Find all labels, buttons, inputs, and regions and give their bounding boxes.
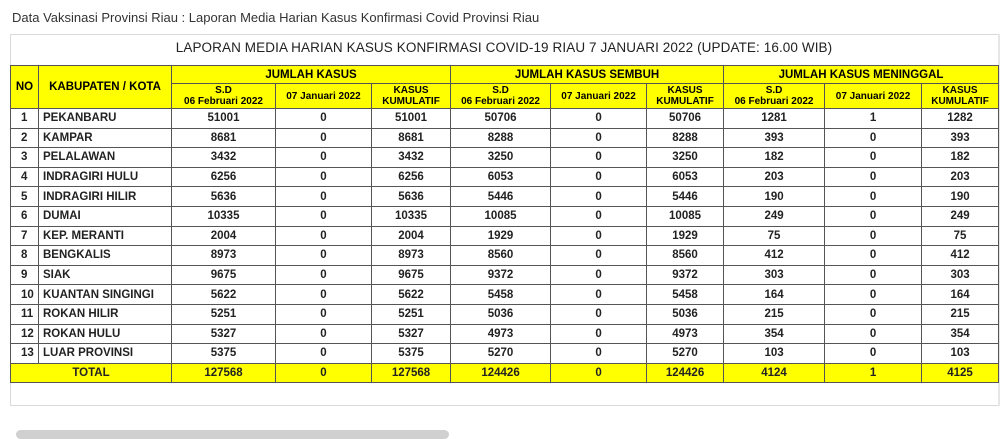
cell-cases-today: 0 xyxy=(276,344,372,364)
cell-deaths-sd: 203 xyxy=(724,167,825,187)
cell-recovered-sd: 5270 xyxy=(451,344,551,364)
cell-deaths-cumulative: 164 xyxy=(922,285,999,305)
total-cases-sd: 127568 xyxy=(172,363,276,382)
cell-region: PELALAWAN xyxy=(39,148,172,168)
cell-deaths-cumulative: 190 xyxy=(922,187,999,207)
cell-deaths-sd: 164 xyxy=(724,285,825,305)
cell-deaths-sd: 249 xyxy=(724,206,825,226)
cell-deaths-cumulative: 1282 xyxy=(922,109,999,129)
header-recovered-sd: S.D 06 Februari 2022 xyxy=(451,84,551,109)
cell-region: KEP. MERANTI xyxy=(39,226,172,246)
cell-region: ROKAN HILIR xyxy=(39,304,172,324)
total-deaths-sd: 4124 xyxy=(724,363,825,382)
header-cases-today: 07 Januari 2022 xyxy=(276,84,372,109)
header-cases-cumulative: KASUS KUMULATIF xyxy=(372,84,451,109)
cell-cases-sd: 5636 xyxy=(172,187,276,207)
cell-cases-today: 0 xyxy=(276,265,372,285)
cell-deaths-cumulative: 249 xyxy=(922,206,999,226)
table-row xyxy=(11,148,999,168)
cell-region: PEKANBARU xyxy=(39,109,172,129)
cell-deaths-today: 0 xyxy=(825,187,922,207)
cell-region: KUANTAN SINGINGI xyxy=(39,285,172,305)
cell-deaths-today: 0 xyxy=(825,304,922,324)
cell-recovered-today: 0 xyxy=(551,187,647,207)
cell-cases-cumulative: 9675 xyxy=(372,265,451,285)
table-body xyxy=(11,109,999,364)
cell-deaths-today: 0 xyxy=(825,128,922,148)
cell-no: 11 xyxy=(11,304,39,324)
cell-deaths-sd: 354 xyxy=(724,324,825,344)
cell-no: 10 xyxy=(11,285,39,305)
cell-recovered-sd: 6053 xyxy=(451,167,551,187)
cell-recovered-cumulative: 10085 xyxy=(647,206,724,226)
table-row xyxy=(11,285,999,305)
cell-recovered-sd: 5458 xyxy=(451,285,551,305)
cell-deaths-cumulative: 103 xyxy=(922,344,999,364)
cell-recovered-today: 0 xyxy=(551,246,647,266)
cell-no: 7 xyxy=(11,226,39,246)
total-recovered-today: 0 xyxy=(551,363,647,382)
cell-recovered-cumulative: 5270 xyxy=(647,344,724,364)
cell-cases-cumulative: 5636 xyxy=(372,187,451,207)
cell-recovered-today: 0 xyxy=(551,109,647,129)
table-row xyxy=(11,344,999,364)
cell-recovered-today: 0 xyxy=(551,226,647,246)
cell-recovered-today: 0 xyxy=(551,265,647,285)
cell-cases-cumulative: 51001 xyxy=(372,109,451,129)
cell-region: BENGKALIS xyxy=(39,246,172,266)
cell-region: INDRAGIRI HULU xyxy=(39,167,172,187)
total-recovered-sd: 124426 xyxy=(451,363,551,382)
header-cases-sd: S.D 06 Februari 2022 xyxy=(172,84,276,109)
total-cases-today: 0 xyxy=(276,363,372,382)
cell-recovered-sd: 10085 xyxy=(451,206,551,226)
cell-deaths-cumulative: 75 xyxy=(922,226,999,246)
cell-recovered-today: 0 xyxy=(551,148,647,168)
table-row xyxy=(11,187,999,207)
cell-cases-today: 0 xyxy=(276,206,372,226)
cell-recovered-sd: 9372 xyxy=(451,265,551,285)
cell-region: DUMAI xyxy=(39,206,172,226)
cell-region: KAMPAR xyxy=(39,128,172,148)
table-row xyxy=(11,206,999,226)
cell-cases-today: 0 xyxy=(276,304,372,324)
table-row xyxy=(11,167,999,187)
cell-deaths-cumulative: 412 xyxy=(922,246,999,266)
header-group-deaths: JUMLAH KASUS MENINGGAL xyxy=(724,66,999,84)
cell-no: 3 xyxy=(11,148,39,168)
cell-cases-cumulative: 2004 xyxy=(372,226,451,246)
cell-recovered-sd: 50706 xyxy=(451,109,551,129)
header-deaths-today: 07 Januari 2022 xyxy=(825,84,922,109)
cell-deaths-sd: 190 xyxy=(724,187,825,207)
cell-cases-cumulative: 5622 xyxy=(372,285,451,305)
header-recovered-today: 07 Januari 2022 xyxy=(551,84,647,109)
cell-deaths-sd: 103 xyxy=(724,344,825,364)
cell-cases-today: 0 xyxy=(276,109,372,129)
cell-deaths-sd: 393 xyxy=(724,128,825,148)
cell-cases-cumulative: 5251 xyxy=(372,304,451,324)
cell-recovered-today: 0 xyxy=(551,324,647,344)
cell-recovered-sd: 1929 xyxy=(451,226,551,246)
cell-recovered-today: 0 xyxy=(551,206,647,226)
cell-recovered-cumulative: 9372 xyxy=(647,265,724,285)
cell-recovered-cumulative: 4973 xyxy=(647,324,724,344)
table-row xyxy=(11,265,999,285)
cell-recovered-cumulative: 8288 xyxy=(647,128,724,148)
header-deaths-sd: S.D 06 Februari 2022 xyxy=(724,84,825,109)
cell-deaths-sd: 182 xyxy=(724,148,825,168)
cell-cases-cumulative: 6256 xyxy=(372,167,451,187)
cell-cases-today: 0 xyxy=(276,148,372,168)
cell-recovered-sd: 5036 xyxy=(451,304,551,324)
cell-recovered-today: 0 xyxy=(551,285,647,305)
cell-cases-today: 0 xyxy=(276,324,372,344)
cell-recovered-sd: 3250 xyxy=(451,148,551,168)
cell-no: 2 xyxy=(11,128,39,148)
horizontal-scrollbar[interactable] xyxy=(16,430,449,439)
table-row xyxy=(11,128,999,148)
cell-recovered-sd: 8560 xyxy=(451,246,551,266)
cell-cases-sd: 8973 xyxy=(172,246,276,266)
cell-cases-cumulative: 10335 xyxy=(372,206,451,226)
cell-deaths-sd: 75 xyxy=(724,226,825,246)
cell-recovered-cumulative: 8560 xyxy=(647,246,724,266)
cell-deaths-sd: 215 xyxy=(724,304,825,324)
header-no: NO xyxy=(11,66,39,109)
total-label: TOTAL xyxy=(11,363,172,382)
report-title: LAPORAN MEDIA HARIAN KASUS KONFIRMASI COVID-19 RIAU 7 JANUARI 2022 (UPDATE: 16.00 WIB) xyxy=(175,40,833,55)
cell-deaths-today: 0 xyxy=(825,226,922,246)
cell-recovered-today: 0 xyxy=(551,167,647,187)
cell-recovered-today: 0 xyxy=(551,304,647,324)
table-row xyxy=(11,324,999,344)
cell-cases-today: 0 xyxy=(276,246,372,266)
cell-cases-sd: 51001 xyxy=(172,109,276,129)
cell-recovered-today: 0 xyxy=(551,344,647,364)
page-heading: Data Vaksinasi Provinsi Riau : Laporan Media Harian Kasus Konfirmasi Covid Provinsi Riau xyxy=(12,10,540,25)
cell-deaths-cumulative: 393 xyxy=(922,128,999,148)
header-deaths-cumulative: KASUS KUMULATIF xyxy=(922,84,999,109)
cell-deaths-today: 0 xyxy=(825,167,922,187)
table-row xyxy=(11,304,999,324)
total-row xyxy=(11,363,999,382)
total-cases-cumulative: 127568 xyxy=(372,363,451,382)
cell-region: INDRAGIRI HILIR xyxy=(39,187,172,207)
cell-cases-cumulative: 3432 xyxy=(372,148,451,168)
cell-no: 4 xyxy=(11,167,39,187)
cell-cases-today: 0 xyxy=(276,226,372,246)
cell-cases-sd: 5622 xyxy=(172,285,276,305)
header-region: KABUPATEN / KOTA xyxy=(39,66,172,109)
cell-recovered-sd: 5446 xyxy=(451,187,551,207)
cell-deaths-today: 0 xyxy=(825,246,922,266)
cell-cases-sd: 5251 xyxy=(172,304,276,324)
cell-recovered-cumulative: 5446 xyxy=(647,187,724,207)
cell-cases-sd: 9675 xyxy=(172,265,276,285)
cell-recovered-cumulative: 6053 xyxy=(647,167,724,187)
cell-deaths-today: 0 xyxy=(825,206,922,226)
cell-cases-cumulative: 5327 xyxy=(372,324,451,344)
cell-deaths-cumulative: 203 xyxy=(922,167,999,187)
cell-recovered-sd: 4973 xyxy=(451,324,551,344)
table-row xyxy=(11,109,999,129)
total-recovered-cumulative: 124426 xyxy=(647,363,724,382)
cell-deaths-cumulative: 354 xyxy=(922,324,999,344)
table-row xyxy=(11,226,999,246)
cell-no: 12 xyxy=(11,324,39,344)
cell-no: 9 xyxy=(11,265,39,285)
total-deaths-cumulative: 4125 xyxy=(922,363,999,382)
cell-cases-today: 0 xyxy=(276,167,372,187)
cell-deaths-today: 0 xyxy=(825,265,922,285)
cell-recovered-cumulative: 1929 xyxy=(647,226,724,246)
cell-deaths-today: 0 xyxy=(825,324,922,344)
cell-recovered-cumulative: 3250 xyxy=(647,148,724,168)
cell-cases-sd: 2004 xyxy=(172,226,276,246)
cell-deaths-sd: 303 xyxy=(724,265,825,285)
cell-recovered-sd: 8288 xyxy=(451,128,551,148)
cell-no: 5 xyxy=(11,187,39,207)
cell-no: 6 xyxy=(11,206,39,226)
cell-recovered-cumulative: 5036 xyxy=(647,304,724,324)
cell-cases-sd: 8681 xyxy=(172,128,276,148)
cell-cases-sd: 5327 xyxy=(172,324,276,344)
cell-cases-sd: 6256 xyxy=(172,167,276,187)
cell-cases-cumulative: 5375 xyxy=(372,344,451,364)
cell-cases-today: 0 xyxy=(276,187,372,207)
cell-no: 1 xyxy=(11,109,39,129)
cell-deaths-sd: 412 xyxy=(724,246,825,266)
cell-deaths-cumulative: 215 xyxy=(922,304,999,324)
cell-region: SIAK xyxy=(39,265,172,285)
header-group-cases: JUMLAH KASUS xyxy=(172,66,451,84)
cell-cases-today: 0 xyxy=(276,128,372,148)
cell-recovered-cumulative: 5458 xyxy=(647,285,724,305)
cell-cases-cumulative: 8973 xyxy=(372,246,451,266)
cell-deaths-today: 1 xyxy=(825,109,922,129)
cell-cases-sd: 5375 xyxy=(172,344,276,364)
cell-deaths-cumulative: 182 xyxy=(922,148,999,168)
cell-cases-sd: 3432 xyxy=(172,148,276,168)
cell-no: 8 xyxy=(11,246,39,266)
cell-recovered-today: 0 xyxy=(551,128,647,148)
cell-deaths-today: 0 xyxy=(825,285,922,305)
cell-recovered-cumulative: 50706 xyxy=(647,109,724,129)
cell-region: LUAR PROVINSI xyxy=(39,344,172,364)
cell-deaths-sd: 1281 xyxy=(724,109,825,129)
total-deaths-today: 1 xyxy=(825,363,922,382)
cell-deaths-cumulative: 303 xyxy=(922,265,999,285)
cell-cases-sd: 10335 xyxy=(172,206,276,226)
cell-cases-cumulative: 8681 xyxy=(372,128,451,148)
cell-region: ROKAN HULU xyxy=(39,324,172,344)
cell-deaths-today: 0 xyxy=(825,148,922,168)
cell-deaths-today: 0 xyxy=(825,344,922,364)
header-group-recovered: JUMLAH KASUS SEMBUH xyxy=(451,66,724,84)
covid-report-table xyxy=(10,65,999,383)
cell-no: 13 xyxy=(11,344,39,364)
cell-cases-today: 0 xyxy=(276,285,372,305)
table-row xyxy=(11,246,999,266)
header-recovered-cumulative: KASUS KUMULATIF xyxy=(647,84,724,109)
